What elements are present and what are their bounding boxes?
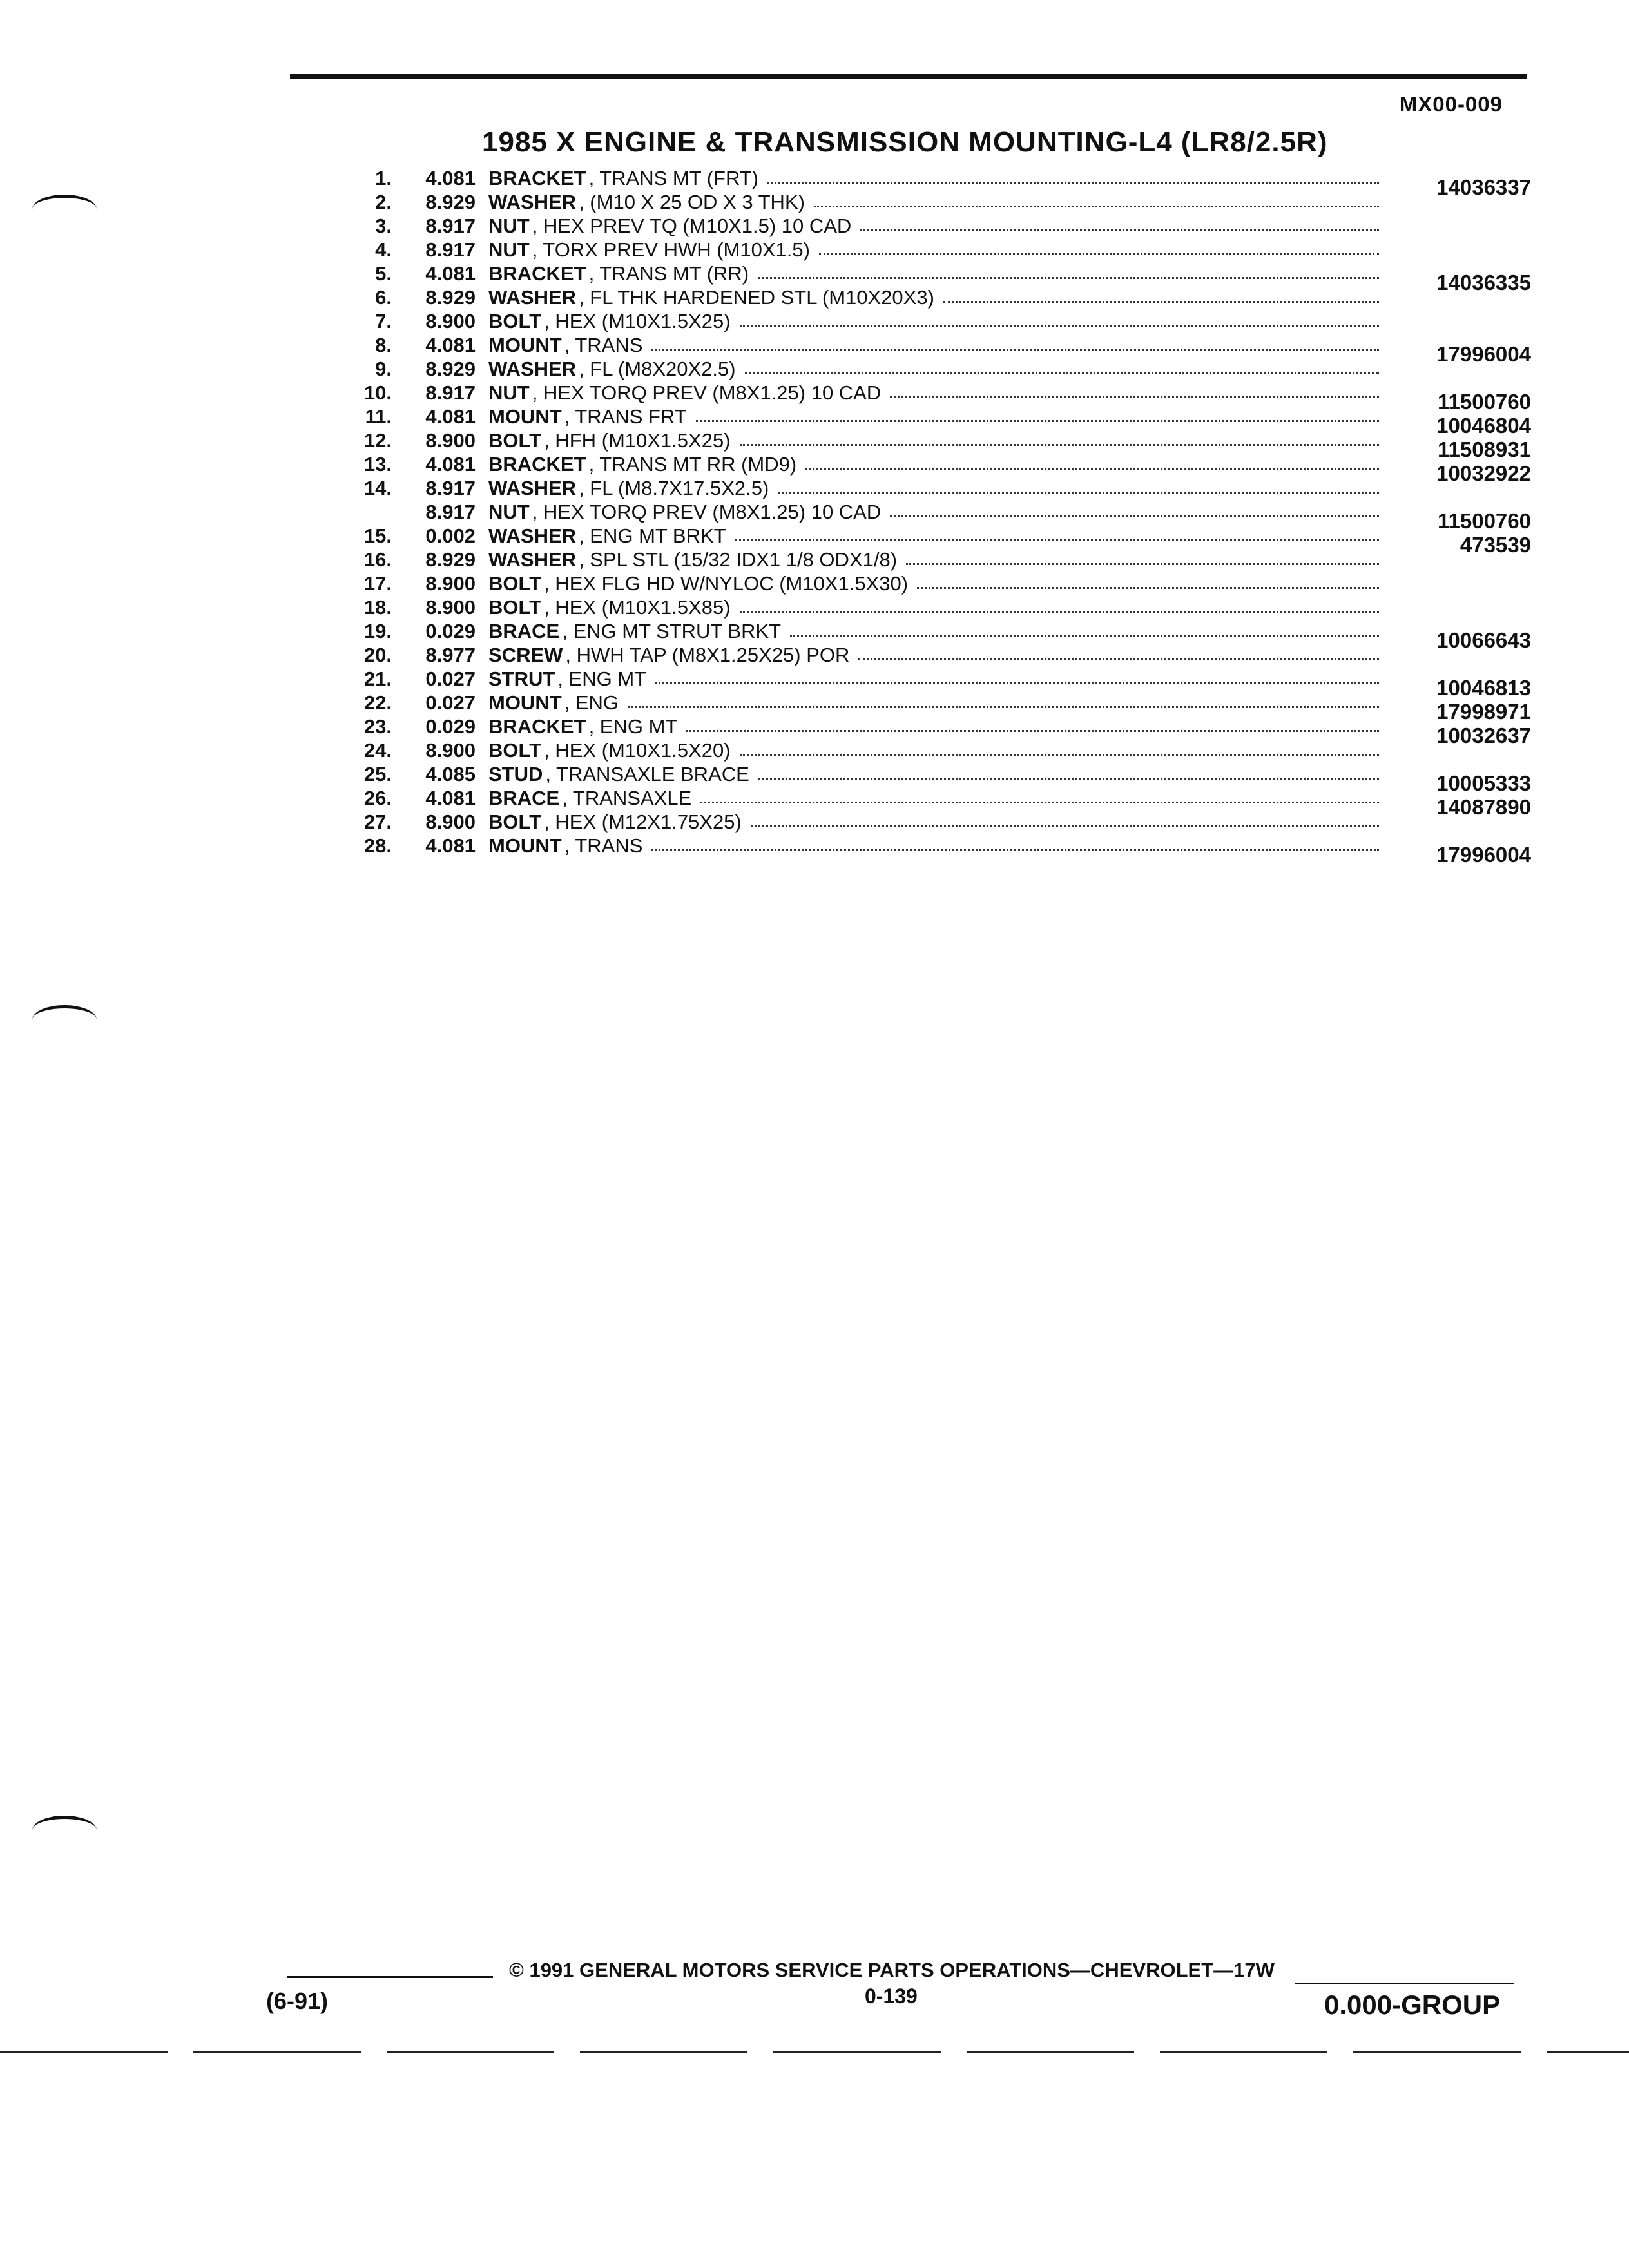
part-spec: , TRANS FRT [564, 405, 687, 428]
parts-row [340, 238, 1531, 262]
part-name: BOLT [488, 811, 542, 833]
part-spec: , (M10 X 25 OD X 3 THK) [579, 191, 805, 213]
part-spec: , ENG MT BRKT [579, 524, 726, 547]
group-number: 0.027 [425, 668, 476, 690]
parts-row [340, 309, 1531, 333]
part-name: NUT [488, 381, 530, 404]
part-spec: , TRANS MT (RR) [588, 262, 749, 285]
parts-row [340, 786, 1531, 819]
parts-row [340, 476, 1531, 500]
group-number: 8.900 [425, 429, 476, 452]
item-number: 21. [363, 668, 392, 690]
group-number: 4.081 [425, 787, 476, 809]
group-number: 8.929 [425, 358, 476, 380]
part-description [488, 715, 1402, 738]
item-number: 12. [363, 429, 392, 452]
part-name: MOUNT [488, 834, 562, 857]
parts-row [340, 715, 1531, 747]
footer-date: (6-91) [266, 1988, 329, 2014]
parts-row [340, 548, 1531, 572]
group-number: 4.085 [425, 763, 476, 785]
part-name: BRACKET [488, 453, 586, 476]
parts-row [340, 619, 1531, 652]
group-number: 8.900 [425, 596, 476, 619]
part-number [1402, 357, 1531, 366]
dot-leader [740, 428, 1379, 446]
item-number: 14. [363, 477, 392, 499]
part-description [488, 357, 1402, 381]
dot-leader [745, 357, 1379, 374]
part-name: WASHER [488, 358, 577, 380]
item-number: 20. [363, 644, 392, 666]
part-spec: , SPL STL (15/32 IDX1 1/8 ODX1/8) [579, 548, 898, 571]
part-name: BRACE [488, 620, 560, 642]
dot-leader [758, 262, 1379, 279]
part-number: 473539 [1460, 533, 1531, 557]
dot-leader [696, 405, 1379, 422]
part-number: 14036335 [1436, 271, 1531, 294]
part-number: 10066643 [1436, 628, 1531, 652]
group-number: 0.029 [425, 620, 476, 642]
part-number: 17996004 [1436, 843, 1531, 867]
group-number: 8.900 [425, 572, 476, 595]
part-number [1402, 476, 1531, 485]
part-spec: , TRANS [564, 334, 643, 356]
parts-row [340, 166, 1531, 199]
group-number: 8.917 [425, 501, 476, 523]
parts-row [340, 285, 1531, 309]
part-number: 10005333 [1436, 771, 1531, 795]
parts-row [340, 524, 1531, 557]
part-spec: , HEX TORQ PREV (M8X1.25) 10 CAD [532, 501, 882, 523]
dot-leader [758, 762, 1379, 780]
item-number: 19. [363, 620, 392, 642]
binder-hole-mark [32, 195, 97, 224]
binder-hole-mark [32, 1816, 97, 1845]
part-spec: , ENG MT [557, 668, 647, 690]
part-number [1402, 309, 1531, 318]
part-name: MOUNT [488, 691, 562, 714]
part-description [488, 619, 1402, 643]
item-number: 1. [375, 167, 392, 189]
item-number: 16. [363, 548, 392, 571]
part-name: NUT [488, 215, 530, 237]
part-description [488, 691, 1402, 715]
part-spec: , HEX (M10X1.5X20) [544, 739, 731, 762]
parts-row [340, 405, 1531, 437]
parts-row [340, 262, 1531, 294]
group-number: 8.900 [425, 811, 476, 833]
part-name: SCREW [488, 644, 563, 666]
dot-leader [740, 595, 1379, 613]
parts-list [340, 166, 1531, 867]
part-description [488, 548, 1402, 572]
part-number: 11500760 [1437, 509, 1531, 533]
group-number: 8.917 [425, 381, 476, 404]
part-description [488, 476, 1402, 500]
part-description [488, 786, 1402, 810]
item-number: 17. [363, 572, 392, 595]
item-number: 26. [363, 787, 392, 809]
part-name: BRACKET [488, 262, 586, 285]
footer-copyright: © 1991 GENERAL MOTORS SERVICE PARTS OPERATIONS—CHEVROLET—17W [509, 1959, 1275, 1981]
dot-leader [860, 214, 1379, 231]
part-spec: , ENG MT [588, 715, 678, 738]
group-number: 4.081 [425, 167, 476, 189]
part-spec: , TRANSAXLE BRACE [545, 763, 749, 785]
part-spec: , HEX PREV TQ (M10X1.5) 10 CAD [532, 215, 852, 237]
part-spec: , HEX TORQ PREV (M8X1.25) 10 CAD [532, 381, 882, 404]
part-name: WASHER [488, 548, 577, 571]
part-description [488, 333, 1402, 357]
part-name: BOLT [488, 572, 542, 595]
dot-leader [805, 452, 1379, 470]
dot-leader [655, 667, 1379, 684]
page-title: 1985 X ENGINE & TRANSMISSION MOUNTING-L4 (LR8/2.5R) [482, 126, 1328, 158]
item-number: 6. [375, 286, 392, 309]
part-spec: , HFH (M10X1.5X25) [544, 429, 731, 452]
parts-row [340, 810, 1531, 834]
part-name: BOLT [488, 596, 542, 619]
item-number: 23. [363, 715, 392, 738]
dot-leader [906, 548, 1379, 565]
item-number: 13. [363, 453, 392, 476]
top-rule [290, 74, 1527, 79]
dot-leader [651, 834, 1379, 851]
dot-leader [740, 738, 1379, 756]
part-number [1402, 548, 1531, 557]
part-description [488, 309, 1402, 333]
item-number: 22. [363, 691, 392, 714]
part-spec: , TRANS [564, 834, 643, 857]
dot-leader [740, 309, 1379, 327]
dot-leader [819, 238, 1379, 255]
part-name: MOUNT [488, 405, 562, 428]
part-spec: , FL THK HARDENED STL (M10X20X3) [579, 286, 934, 309]
bottom-rule [0, 2051, 1629, 2053]
parts-row [340, 428, 1531, 461]
group-number: 8.917 [425, 215, 476, 237]
part-name: BRACKET [488, 715, 586, 738]
part-name: WASHER [488, 477, 577, 499]
part-name: WASHER [488, 286, 577, 309]
item-number: 10. [363, 381, 392, 404]
part-description [488, 381, 1402, 405]
part-number: 10032637 [1436, 724, 1531, 747]
dot-leader [917, 572, 1379, 589]
parts-row [340, 381, 1531, 414]
part-spec: , ENG [564, 691, 619, 714]
part-description [488, 166, 1402, 190]
dot-leader [735, 524, 1379, 541]
dot-leader [751, 810, 1379, 827]
part-number [1402, 810, 1531, 819]
part-name: BOLT [488, 429, 542, 452]
group-number: 4.081 [425, 405, 476, 428]
parts-row [340, 357, 1531, 381]
part-spec: , HEX (M10X1.5X85) [544, 596, 731, 619]
dot-leader [943, 285, 1379, 303]
group-number: 4.081 [425, 262, 476, 285]
parts-row [340, 667, 1531, 700]
part-description [488, 738, 1402, 762]
part-spec: , TORX PREV HWH (M10X1.5) [532, 238, 810, 261]
part-name: BRACKET [488, 167, 586, 189]
part-number: 14036337 [1436, 175, 1531, 199]
dot-leader [890, 500, 1379, 517]
part-spec: , FL (M8X20X2.5) [579, 358, 736, 380]
group-number: 8.900 [425, 739, 476, 762]
dot-leader [858, 643, 1379, 660]
parts-row [340, 834, 1531, 867]
group-number: 4.081 [425, 334, 476, 356]
footer-rule [287, 1976, 493, 1978]
part-description [488, 452, 1402, 476]
parts-row [340, 333, 1531, 366]
document-code: MX00-009 [1399, 92, 1503, 116]
item-number: 25. [363, 763, 392, 785]
item-number: 11. [365, 405, 392, 428]
part-spec: , HWH TAP (M8X1.25X25) POR [565, 644, 850, 666]
item-number: 2. [375, 191, 392, 213]
parts-row [340, 500, 1531, 533]
part-number: 17996004 [1436, 342, 1531, 366]
dot-leader [814, 190, 1379, 207]
part-number [1402, 238, 1531, 247]
part-name: STRUT [488, 668, 555, 690]
parts-row [340, 190, 1531, 214]
part-description [488, 834, 1402, 858]
part-spec: , ENG MT STRUT BRKT [562, 620, 782, 642]
group-number: 0.027 [425, 691, 476, 714]
part-name: NUT [488, 238, 530, 261]
part-name: BOLT [488, 310, 542, 332]
group-number: 8.900 [425, 310, 476, 332]
part-description [488, 524, 1402, 548]
part-number [1402, 214, 1531, 223]
part-description [488, 762, 1402, 786]
parts-row [340, 738, 1531, 762]
part-description [488, 810, 1402, 834]
parts-row [340, 595, 1531, 619]
part-spec: , HEX FLG HD W/NYLOC (M10X1.5X30) [544, 572, 909, 595]
part-description [488, 190, 1402, 214]
page-number: 0-139 [865, 1984, 918, 2008]
item-number: 27. [363, 811, 392, 833]
part-description [488, 572, 1402, 595]
part-spec: , TRANS MT RR (MD9) [588, 453, 797, 476]
part-number: 11508931 [1437, 437, 1531, 461]
part-name: BOLT [488, 739, 542, 762]
part-number: 17998971 [1436, 700, 1531, 724]
part-number [1402, 738, 1531, 747]
item-number: 7. [375, 310, 392, 332]
part-number [1402, 190, 1531, 199]
parts-row [340, 214, 1531, 238]
parts-row [340, 691, 1531, 724]
part-number: 11500760 [1437, 390, 1531, 414]
item-number: 24. [363, 739, 392, 762]
part-spec: , TRANSAXLE [562, 787, 692, 809]
group-number: 8.929 [425, 548, 476, 571]
dot-leader [628, 691, 1379, 708]
part-number [1402, 643, 1531, 652]
part-number: 14087890 [1436, 795, 1531, 819]
part-number [1402, 595, 1531, 604]
footer-rule [1295, 1983, 1514, 1984]
part-name: NUT [488, 501, 530, 523]
dot-leader [651, 333, 1379, 351]
part-description [488, 405, 1402, 428]
part-name: BRACE [488, 787, 560, 809]
parts-row [340, 643, 1531, 667]
part-description [488, 285, 1402, 309]
item-number: 3. [375, 215, 392, 237]
part-description [488, 428, 1402, 452]
dot-leader [686, 715, 1379, 732]
group-number: 8.917 [425, 477, 476, 499]
part-number [1402, 572, 1531, 581]
dot-leader [778, 476, 1379, 494]
part-description [488, 643, 1402, 667]
part-description [488, 238, 1402, 262]
part-number: 10046813 [1436, 676, 1531, 700]
group-number: 4.081 [425, 834, 476, 857]
dot-leader [890, 381, 1379, 398]
part-name: WASHER [488, 191, 577, 213]
part-name: STUD [488, 763, 543, 785]
item-number: 5. [375, 262, 392, 285]
part-number: 10032922 [1436, 461, 1531, 485]
group-number: 8.929 [425, 286, 476, 309]
parts-row [340, 452, 1531, 485]
part-spec: , FL (M8.7X17.5X2.5) [579, 477, 769, 499]
part-number [1402, 285, 1531, 294]
group-number: 0.002 [425, 524, 476, 547]
item-number: 18. [363, 596, 392, 619]
part-description [488, 595, 1402, 619]
part-spec: , HEX (M12X1.75X25) [544, 811, 742, 833]
item-number: 4. [375, 238, 392, 261]
group-number: 8.917 [425, 238, 476, 261]
dot-leader [767, 166, 1379, 184]
part-spec: , TRANS MT (FRT) [588, 167, 759, 189]
parts-row [340, 762, 1531, 795]
item-number: 28. [363, 834, 392, 857]
dot-leader [790, 619, 1379, 637]
part-number: 10046804 [1436, 414, 1531, 437]
dot-leader [700, 786, 1379, 803]
part-name: MOUNT [488, 334, 562, 356]
group-number: 4.081 [425, 453, 476, 476]
part-description [488, 667, 1402, 691]
group-number: 8.929 [425, 191, 476, 213]
item-number: 9. [375, 358, 392, 380]
footer-group: 0.000-GROUP [1324, 1990, 1501, 2020]
parts-row [340, 572, 1531, 595]
part-description [488, 500, 1402, 524]
group-number: 8.977 [425, 644, 476, 666]
part-description [488, 262, 1402, 285]
item-number: 15. [363, 524, 392, 547]
part-name: WASHER [488, 524, 577, 547]
part-description [488, 214, 1402, 238]
part-spec: , HEX (M10X1.5X25) [544, 310, 731, 332]
group-number: 0.029 [425, 715, 476, 738]
binder-hole-mark [32, 1005, 97, 1034]
item-number: 8. [375, 334, 392, 356]
